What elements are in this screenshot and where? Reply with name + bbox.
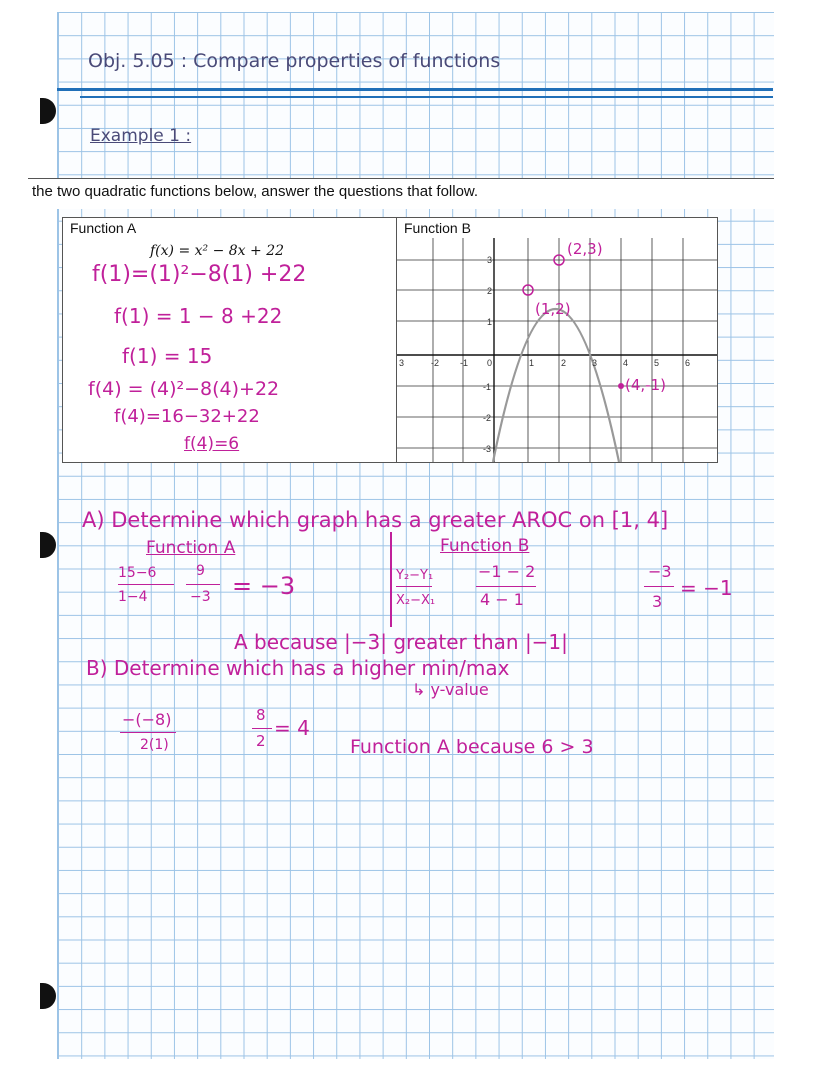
x-tick: 4	[623, 358, 629, 368]
printed-prompt	[28, 178, 774, 209]
part-a-question: A) Determine which graph has a greater AROC on [1, 4]	[82, 508, 669, 532]
graph-paper	[57, 12, 774, 1059]
x-tick: 3	[399, 358, 405, 368]
x-tick: 5	[654, 358, 660, 368]
binder-hole	[40, 98, 56, 124]
header-rule	[80, 96, 773, 98]
work-line: f(1) = 15	[122, 344, 213, 368]
x-tick: -2	[431, 358, 440, 368]
part-a-answer: A because |−3| greater than |−1|	[234, 630, 568, 654]
calc-b: 4 − 1	[480, 590, 524, 609]
calc-a: 15−6	[118, 565, 157, 581]
example-label: Example 1 :	[90, 126, 192, 146]
x-tick: -1	[460, 358, 469, 368]
y-tick: -2	[483, 413, 492, 423]
calc-a: 1−4	[118, 589, 148, 605]
function-b-box	[396, 217, 718, 463]
calc-a: −3	[190, 589, 211, 605]
function-a-label: Function A	[70, 220, 137, 236]
prompt-text: the two quadratic functions below, answer the questions that follow.	[32, 183, 479, 200]
function-b-label: Function B	[404, 220, 471, 236]
point-label: (2,3)	[567, 240, 603, 258]
work-line: f(4)=16−32+22	[114, 406, 260, 427]
calc-b: −3	[648, 562, 672, 581]
header-rule	[57, 88, 773, 91]
fraction-bar	[644, 586, 674, 587]
part-b-question: B) Determine which has a higher min/max	[86, 656, 510, 680]
calc-b-result: = −1	[680, 576, 733, 600]
part-b-note: ↳ y-value	[412, 680, 489, 699]
point-label: (1,2)	[535, 300, 571, 318]
point-label: (4,-1)	[625, 376, 666, 394]
calc-b: 3	[652, 592, 663, 611]
function-a-formula: f(x) = x² − 8x + 22	[150, 243, 285, 259]
fraction-bar	[396, 586, 432, 587]
y-tick: 3	[487, 255, 493, 265]
calc-a-result: = −3	[232, 572, 296, 600]
calc-vertex: 8	[256, 706, 266, 724]
objective-title: Obj. 5.05 : Compare properties of functions	[88, 50, 501, 72]
work-line: f(1) = 1 − 8 +22	[114, 304, 283, 328]
part-a-function-b: Function B	[440, 536, 530, 556]
binder-hole	[40, 532, 56, 558]
calc-vertex: −(−8)	[122, 710, 172, 729]
x-tick: 6	[685, 358, 691, 368]
x-tick: 2	[561, 358, 567, 368]
work-line: f(1)=(1)²−8(1) +22	[92, 262, 307, 287]
calc-b: −1 − 2	[478, 562, 536, 581]
work-line: f(4) = (4)²−8(4)+22	[88, 378, 280, 400]
y-tick: -3	[483, 444, 492, 454]
calc-vertex-result: = 4	[274, 716, 310, 740]
fraction-bar	[252, 728, 272, 729]
calc-b: X₂−X₁	[396, 593, 436, 608]
y-tick: 1	[487, 317, 493, 327]
function-b-graph	[397, 218, 717, 462]
y-tick: -1	[483, 382, 492, 392]
fraction-bar	[120, 732, 176, 733]
calc-b: Y₂−Y₁	[396, 568, 434, 583]
calc-vertex: 2	[256, 732, 266, 750]
fraction-bar	[118, 584, 174, 585]
calc-vertex: 2(1)	[140, 737, 169, 753]
x-tick: 3	[592, 358, 598, 368]
fraction-bar	[476, 586, 536, 587]
x-tick: 0	[487, 358, 493, 368]
point-marker	[618, 383, 624, 389]
part-b-answer: Function A because 6 > 3	[350, 736, 594, 758]
calc-a: 9	[196, 563, 205, 579]
binder-hole	[40, 983, 56, 1009]
x-tick: 1	[529, 358, 535, 368]
fraction-bar	[186, 584, 220, 585]
part-a-function-a: Function A	[146, 538, 236, 558]
work-line: f(4)=6	[184, 434, 240, 454]
y-tick: 2	[487, 286, 493, 296]
column-divider	[390, 532, 392, 627]
